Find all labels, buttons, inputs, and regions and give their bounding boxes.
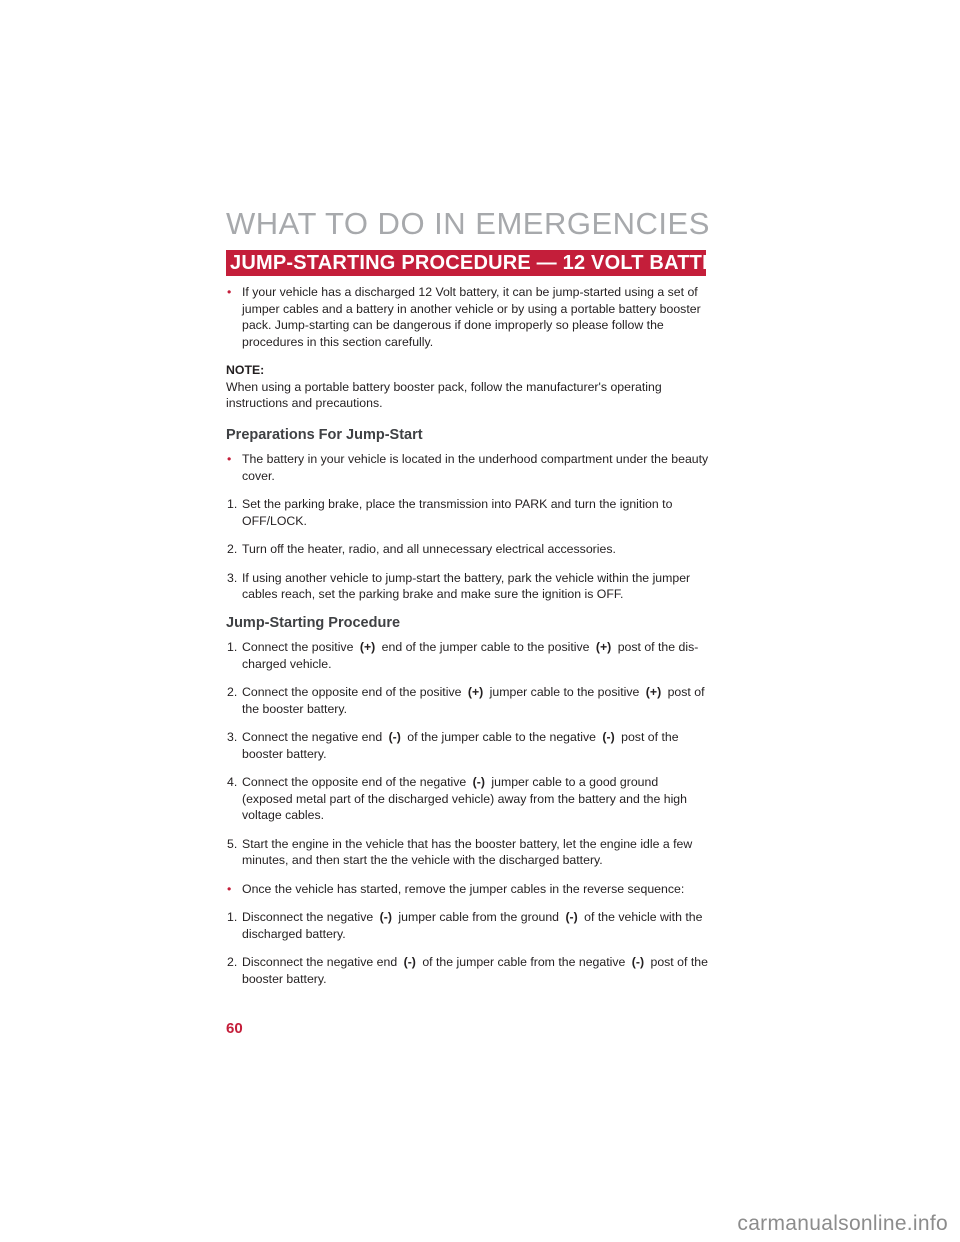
removal-text: Once the vehicle has started, remove the jumper cables in the reverse sequence: <box>242 881 685 896</box>
step-text-b: end of the jumper cable to the positive <box>381 640 590 654</box>
step-number: 2. <box>227 685 238 699</box>
step-text-a: Connect the opposite end of the negative <box>242 775 467 789</box>
step-text-b: jumper cable to the positive <box>489 685 640 699</box>
preparation-step <box>226 541 710 558</box>
section-title: WHAT TO DO IN EMERGENCIES <box>226 206 710 241</box>
negative-symbol: (-) <box>602 730 615 744</box>
removal-step <box>226 909 710 942</box>
positive-symbol: (+) <box>467 685 484 699</box>
step-text-a: Disconnect the negative end <box>242 955 398 969</box>
step-text-a: Connect the opposite end of the positive <box>242 685 462 699</box>
step-text: Turn off the heater, radio, and all unnecessary electrical accessories. <box>242 542 616 556</box>
step-text-a: Connect the positive <box>242 640 354 654</box>
page-title: JUMP-STARTING PROCEDURE — 12 VOLT BATTERY <box>230 252 744 274</box>
step-number: 5. <box>227 836 238 851</box>
bullet-marker: • <box>227 452 232 466</box>
step-number: 2. <box>227 955 238 969</box>
procedure-step <box>226 774 710 824</box>
step-text-b: jumper cable from the ground <box>398 910 560 924</box>
positive-symbol: (+) <box>645 685 662 699</box>
preparations-bullet-text: The battery in your vehicle is located in the underhood compartment under the beauty cover. <box>242 452 709 483</box>
intro-bullet-item <box>226 284 710 350</box>
page-number: 60 <box>226 1020 243 1037</box>
step-text-a: Disconnect the negative <box>242 910 374 924</box>
step-text-c: post of the dis-charged vehicle. <box>242 640 699 671</box>
step-text-a: Start the engine in the vehicle that has the booster battery, let the engine idle a few minutes, and then start the the vehicle with the discharged battery. <box>242 836 693 867</box>
negative-symbol: (-) <box>388 730 401 744</box>
step-text-a: Connect the negative end <box>242 730 383 744</box>
step-text-b: of the jumper cable from the negative <box>422 955 626 969</box>
step-text-c: post of the booster battery. <box>242 955 708 986</box>
bullet-marker: • <box>227 285 232 299</box>
procedure-step <box>226 639 710 672</box>
preparations-bullet-item <box>226 451 710 484</box>
step-text-b: of the jumper cable to the negative <box>407 730 596 744</box>
procedure-step <box>226 836 710 869</box>
page-title-bar <box>226 250 744 276</box>
intro-text: If your vehicle has a discharged 12 Volt battery, it can be jump-started using a set of jumper cables and a battery in another vehicle or by using a portable battery booster pack. Jump-starting can be dangerous if done improperly so please follow the procedures in this section carefully. <box>242 285 701 349</box>
step-text: If using another vehicle to jump-start the battery, park the vehicle within the jumper cables reach, set the parking brake and make sure the ignition is OFF. <box>242 570 691 601</box>
step-number: 3. <box>227 570 238 585</box>
negative-symbol: (-) <box>631 955 645 969</box>
step-text: Set the parking brake, place the transmission into PARK and turn the ignition to OFF/LOCK. <box>242 497 673 528</box>
step-number: 1. <box>227 640 238 654</box>
procedure-heading: Jump-Starting Procedure <box>226 614 401 631</box>
step-text-c: post of the booster battery. <box>242 685 705 716</box>
procedure-step <box>226 729 710 762</box>
step-text-b: jumper cable to a good ground (exposed metal part of the discharged vehicle) away from the battery and the high voltage cables. <box>242 775 687 822</box>
watermark: carmanualsonline.info <box>737 1212 948 1235</box>
step-number: 1. <box>227 497 238 511</box>
removal-step <box>226 954 710 987</box>
note-label: NOTE: <box>226 363 265 377</box>
procedure-step <box>226 684 710 717</box>
step-number: 3. <box>227 730 238 744</box>
preparation-step <box>226 570 710 603</box>
negative-symbol: (-) <box>379 910 392 924</box>
content <box>226 284 710 999</box>
positive-symbol: (+) <box>595 640 612 654</box>
step-number: 1. <box>227 910 238 924</box>
step-number: 2. <box>227 542 238 556</box>
negative-symbol: (-) <box>472 775 485 789</box>
bullet-marker: • <box>227 881 232 896</box>
removal-bullet-item <box>226 881 710 898</box>
step-number: 4. <box>227 775 238 789</box>
step-text-c: of the vehicle with the discharged battery. <box>242 910 703 941</box>
note <box>226 362 710 412</box>
negative-symbol: (-) <box>403 955 416 969</box>
preparation-step <box>226 496 710 529</box>
preparations-heading: Preparations For Jump-Start <box>226 426 423 443</box>
step-text-c: post of the booster battery. <box>242 730 679 761</box>
note-text: When using a portable battery booster pack, follow the manufacturer's operating instructions and precautions. <box>226 379 662 410</box>
positive-symbol: (+) <box>359 640 376 654</box>
negative-symbol: (-) <box>565 910 578 924</box>
